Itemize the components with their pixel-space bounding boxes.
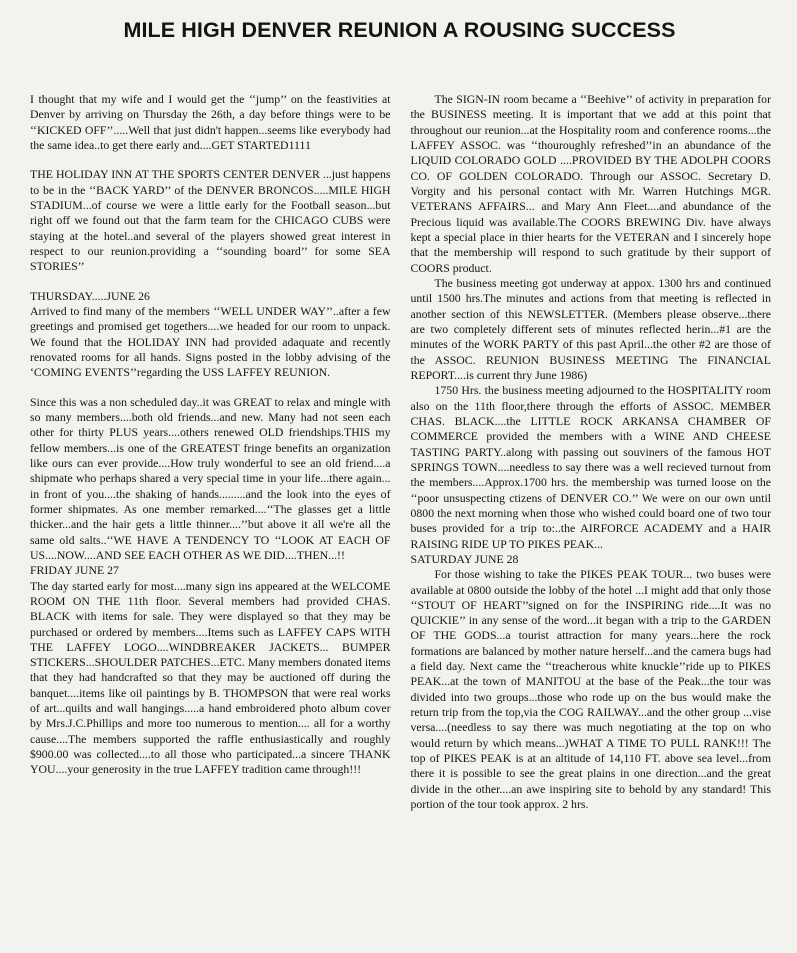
paragraph-pikes-peak: For those wishing to take the PIKES PEAK TOUR... two buses were available at 0800 outside the lobby of the hotel ...I might add that only those ‘‘STOUT OF HEART’’signed on for the INSPIRING ride....It was no QUICKIE’’ in any sense of the word...it began with a trip to the GARDEN OF THE GODS...a tourist attraction for many years...here the rock formations are balanced by mother nature herself...and the camera bugs had a field day. Next came the ‘‘treacherous white knuckle’’ride up to PIKES PEAK...at the town of MANITOU at the base of the Peak...the tour was divided into two groups...those who rode up on the bus would make the return trip from the top,via the COG RAILWAY...and the other group ...vise versa....(needless to say there was much negotiating at the top on who would return by which means...)WHAT A TIME TO PULL RANK!!! The top of PIKES PEAK is at an altitude of 14,110 FT. above sea level...from there it is possible to see the great plains in one direction...and the great divide in the other....an awe inspiring site to behold by any standard! This portion of the tour took approx. 2 hrs. <box>410 567 771 812</box>
article-columns <box>30 92 771 949</box>
headline: MILE HIGH DENVER REUNION A ROUSING SUCCESS <box>123 18 676 42</box>
heading-friday: FRIDAY JUNE 27 <box>30 563 119 578</box>
right-column <box>411 92 772 949</box>
heading-thursday: THURSDAY.....JUNE 26 <box>30 288 150 303</box>
heading-saturday: SATURDAY JUNE 28 <box>410 551 519 566</box>
left-column <box>30 92 391 949</box>
paragraph-business-meeting: The business meeting got underway at appox. 1300 hrs and continued until 1500 hrs.The minutes and actions from that meeting is reflected in another section of this NEWSLETTER. (Members please observe...there are two completely different sets of minutes reflected herin...#1 are the minutes of the WORK PARTY of this past April...the other #2 are those of the ASSOC. REUNION BUSINESS MEETING The FINANCIAL REPORT....is current thry June 1986) <box>410 275 771 382</box>
paragraph-thursday: Arrived to find many of the members ‘‘WELL UNDER WAY’’..after a few greetings and promised get togethers....we headed for our room to unpack. We found that the HOLIDAY INN had provided adaquate and recently renovated rooms for all hands. Signs posted in the lobby advising of the ‘COMING EVENTS’’regarding the USS LAFFEY REUNION. <box>30 303 391 380</box>
paragraph-friday: The day started early for most....many sign ins appeared at the WELCOME ROOM ON THE 11th floor. Several members had provided CHAS. BLACK with items for sale. They were displayed so that they may be purchased or ordered by members....Items such as LAFFEY CAPS WITH THE LAFFEY LOGO....WINDBREAKER JACKETS... BUMPER STICKERS...SHOULDER PATCHES...ETC. Many members donated items that they had handcrafted so that they may be auctioned off during the banquet....items like oil paintings by B. THOMPSON that were real works of art...quilts and wall hangings.....a hand embroidered photo album cover by Mrs.J.C.Phillips and more too numerous to mention.... all for a worthy cause....The members supported the raffle enthusiastically and roughly $900.00 was collected....to all those who participated...a sincere THANK YOU....your generosity in the true LAFFEY tradition came through!!! <box>30 578 391 777</box>
paragraph-sign-in: The SIGN-IN room became a ‘‘Beehive’’ of activity in preparation for the BUSINESS meeting. It is important that we add at this point that throughout our reunion...at the Hospitality room and conference rooms...the LAFFEY ASSOC. was ‘‘thouroughly refreshed’’in an abundance of the LIQUID COLORADO GOLD ....PROVIDED BY THE ADOLPH COORS CO. OF GOLDEN COLORADO. Through our ASSOC. Secretary D. Vorgity and his personal contact with Mr. Warren Hutchings MGR. VETERANS AFFAIRS... and Mary Ann Fleet....and abundance of the Precious liquid was available.The COORS BREWING Div. have always kept a special place in thier hearts for the VETERAN and I sincerely hope that the membership will respond to such gratitude by their support of COORS product. <box>410 92 771 275</box>
paragraph-hospitality: 1750 Hrs. the business meeting adjourned to the HOSPITALITY room also on the 11th floor,there through the efforts of ASSOC. MEMBER CHAS. BLACK....the LITTLE ROCK ARKANSA CHAMBER OF COMMERCE provided the members with a WINE AND CHEESE TASTING PARTY..along with passing out souviners of the famous HOT SPRINGS TOWN....needless to say there was a well recieved turnout from the members....Approx.1700 hrs. the membership was turned loose on the ‘‘poor unsuspecting ctizens of DENVER CO.’’ We were on our own until 0800 the next morning when those who wished could board one of two tour buses provided for a trip to:..the AIRFORCE ACADEMY and a HAIR RAISING RIDE UP TO PIKES PEAK... <box>410 383 771 551</box>
paragraph-mingle: Since this was a non scheduled day..it was GREAT to relax and mingle with so many members....both old friends...and new. Many had not seen each other for thirty PLUS years....others renewed OLD friendships.THIS my fellow members...is one of the GREATEST fringe benefits an organization like ours can ever provide....How truly wonderful to see an old friend....a shipmate who perhaps shared a very special time in your life...there again... in front of you....the shaking of hands.........and the look into the eyes of former shipmates. As one member remarked....‘‘The glasses get a little thicker...and the hair gets a little thinner....’’but above it all we're all the same old salts..‘‘WE HAVE A TENDENCY TO ‘‘LOOK AT EACH OF US....NOW....AND SEE EACH OTHER AS WE DID....THEN...!! <box>30 394 391 562</box>
paragraph-holiday-inn: THE HOLIDAY INN AT THE SPORTS CENTER DENVER ...just happens to be in the ‘‘BACK YARD’’ of the DENVER BRONCOS.....MILE HIGH STADIUM...of course we were a little early for the Football season...but right off we found out that the farm team for the CHICAGO CUBS were staying at the hotel..and several of the players showed great interest in respect to our reunion.providing a ‘‘sounding board’’ for some SEA STORIES’’ <box>30 167 391 274</box>
paragraph-arrival: I thought that my wife and I would get the ‘‘jump’’ on the feastivities at Denver by arriving on Thursday the 26th, a day before things were to be ‘‘KICKED OFF’’.....Well that just didn't happen...seems like everybody had the same idea..to get there early and....GET STARTED1111 <box>30 92 391 152</box>
